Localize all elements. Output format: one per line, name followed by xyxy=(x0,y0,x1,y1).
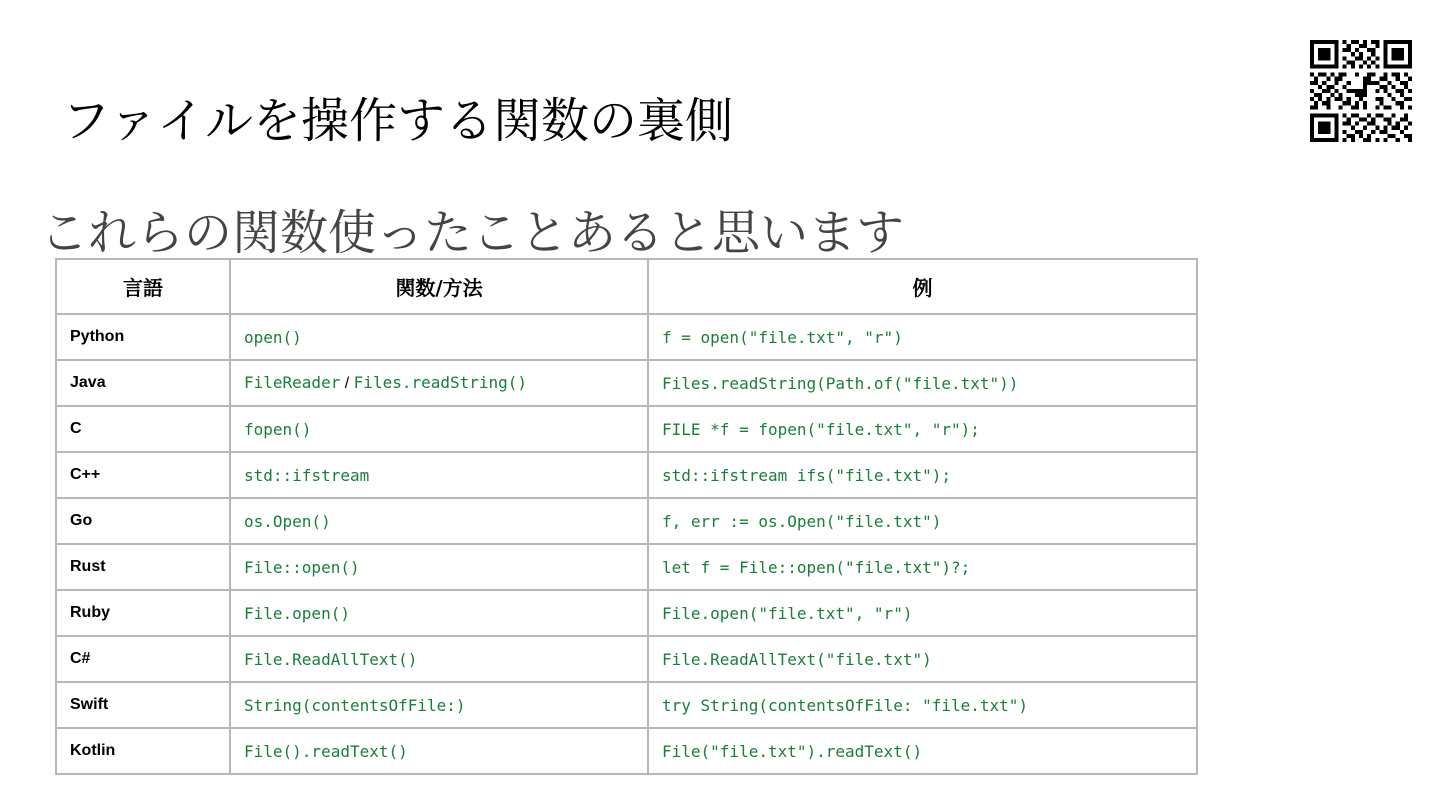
table-row xyxy=(56,682,1197,728)
function-cell: File::open() xyxy=(230,544,648,590)
header-language: 言語 xyxy=(56,259,230,314)
language-cell: Java xyxy=(56,360,230,406)
language-cell: Swift xyxy=(56,682,230,728)
function-cell: String(contentsOfFile:) xyxy=(230,682,648,728)
file-functions-table xyxy=(55,258,1198,775)
table-header-row xyxy=(56,259,1197,314)
slide-title: ファイルを操作する関数の裏側 xyxy=(62,93,734,149)
example-cell: f, err := os.Open("file.txt") xyxy=(648,498,1197,544)
table-row xyxy=(56,498,1197,544)
function-cell: File.ReadAllText() xyxy=(230,636,648,682)
function-cell: File().readText() xyxy=(230,728,648,774)
language-cell: Rust xyxy=(56,544,230,590)
table-row xyxy=(56,544,1197,590)
function-cell: open() xyxy=(230,314,648,360)
language-cell: Ruby xyxy=(56,590,230,636)
function-cell: File.open() xyxy=(230,590,648,636)
example-cell: f = open("file.txt", "r") xyxy=(648,314,1197,360)
function-cell: os.Open() xyxy=(230,498,648,544)
table-row xyxy=(56,590,1197,636)
function-separator: / xyxy=(340,375,354,392)
language-cell: C# xyxy=(56,636,230,682)
example-cell: File.open("file.txt", "r") xyxy=(648,590,1197,636)
language-cell: Kotlin xyxy=(56,728,230,774)
language-cell: Python xyxy=(56,314,230,360)
example-cell: Files.readString(Path.of("file.txt")) xyxy=(648,360,1197,406)
language-cell: C xyxy=(56,406,230,452)
function-name: Files.readString() xyxy=(353,373,528,392)
example-cell: FILE *f = fopen("file.txt", "r"); xyxy=(648,406,1197,452)
slide-subtitle: これらの関数使ったことあると思います xyxy=(40,205,905,261)
example-cell: File("file.txt").readText() xyxy=(648,728,1197,774)
qr-code-icon xyxy=(1310,40,1412,142)
function-name: FileReader xyxy=(244,373,341,392)
header-example: 例 xyxy=(648,259,1197,314)
example-cell: try String(contentsOfFile: "file.txt") xyxy=(648,682,1197,728)
table-row xyxy=(56,728,1197,774)
example-cell: std::ifstream ifs("file.txt"); xyxy=(648,452,1197,498)
language-cell: Go xyxy=(56,498,230,544)
example-cell: File.ReadAllText("file.txt") xyxy=(648,636,1197,682)
table-row xyxy=(56,636,1197,682)
language-cell: C++ xyxy=(56,452,230,498)
header-function: 関数/方法 xyxy=(230,259,648,314)
table-row xyxy=(56,452,1197,498)
function-cell: std::ifstream xyxy=(230,452,648,498)
function-cell: fopen() xyxy=(230,406,648,452)
table-row xyxy=(56,314,1197,360)
table-row xyxy=(56,406,1197,452)
table-row xyxy=(56,360,1197,406)
example-cell: let f = File::open("file.txt")?; xyxy=(648,544,1197,590)
function-cell xyxy=(230,360,648,406)
